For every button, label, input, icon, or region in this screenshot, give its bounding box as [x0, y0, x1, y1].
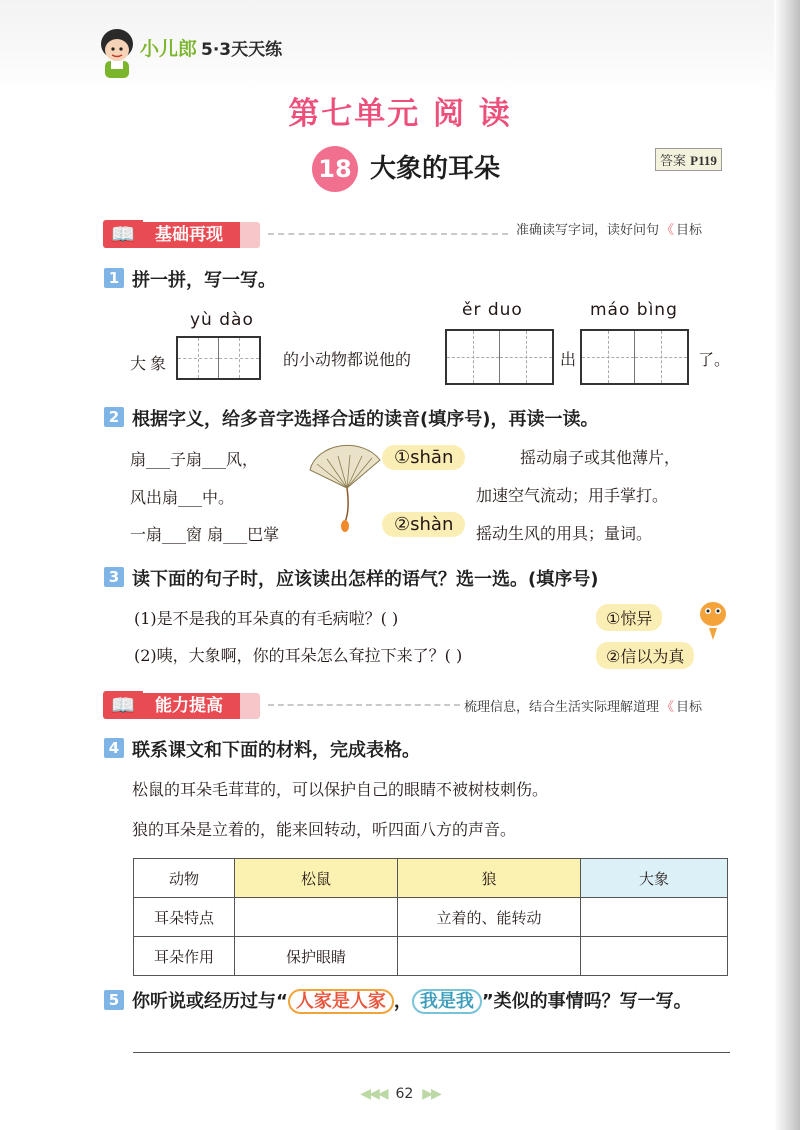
- writing-grid-1[interactable]: [176, 336, 261, 380]
- q5-comma: ，: [393, 991, 412, 1012]
- answer-line[interactable]: [133, 1052, 730, 1053]
- table-header-cell: 松鼠: [235, 859, 398, 898]
- table-cell[interactable]: [398, 937, 581, 976]
- table-cell[interactable]: [581, 937, 728, 976]
- question-1-text: 拼一拼，写一写。: [132, 270, 276, 291]
- tone-choice-2: ②信以为真: [596, 642, 694, 669]
- material-paragraph-1: 松鼠的耳朵毛茸茸的，可以保护自己的眼睛不被树枝刺伤。: [132, 780, 549, 799]
- left-arrows-icon: ◀◀◀: [360, 1086, 387, 1102]
- section-basic-tag: [103, 222, 260, 248]
- book-icon: 📖: [103, 220, 143, 248]
- divider: [268, 704, 460, 706]
- question-3-text: 读下面的句子时，应该读出怎样的语气？选一选。(填序号): [132, 569, 599, 590]
- question-2-text: 根据字义，给多音字选择合适的读音(填序号)，再读一读。: [132, 409, 599, 430]
- goal-tag: 目标: [676, 223, 703, 238]
- tone-item-1: (1)是不是我的耳朵真的有毛病啦？( ): [134, 609, 399, 628]
- q5-pre: 你听说或经历过与“: [132, 991, 288, 1012]
- table-header-cell: 狼: [398, 859, 581, 898]
- question-5-text: [132, 987, 692, 1013]
- meaning-3: 摇动生风的用具；量词。: [476, 524, 653, 543]
- writing-grid-2[interactable]: [445, 329, 554, 385]
- quote-bubble-2: 我是我: [412, 989, 482, 1014]
- answer-reference: [655, 148, 722, 171]
- question-number-2: 2: [104, 407, 124, 427]
- table-header-cell: 大象: [581, 859, 728, 898]
- pinyin-2: ěr duo: [462, 300, 523, 320]
- section-advanced-title: 能力提高: [155, 696, 223, 716]
- polyphone-line-2: 风出扇___中。: [130, 488, 235, 507]
- section-advanced-tag: [103, 693, 260, 719]
- question-number-3: 3: [104, 567, 124, 587]
- table-cell: 耳朵特点: [134, 898, 235, 937]
- question-number-4: 4: [104, 738, 124, 758]
- meaning-1: 摇动扇子或其他薄片，: [520, 448, 681, 467]
- page-number-value: 62: [395, 1086, 414, 1102]
- material-paragraph-2: 狼的耳朵是立着的，能来回转动，听四面八方的声音。: [132, 820, 517, 839]
- polyphone-line-1: 扇___子扇___风，: [130, 450, 259, 469]
- tone-item-2: (2)咦，大象啊，你的耳朵怎么耷拉下来了？( ): [134, 646, 463, 665]
- goal-arrow-icon: 《: [661, 700, 675, 715]
- goal-text: 梳理信息，结合生活实际理解道理: [464, 700, 660, 715]
- brand-xiaoerlang: 小儿郎: [140, 38, 198, 60]
- table-header-cell: 动物: [134, 859, 235, 898]
- table-row: [134, 937, 728, 976]
- boy-mascot-icon: [96, 26, 138, 80]
- brand-logo: [140, 34, 282, 61]
- table-cell: 保护眼睛: [235, 937, 398, 976]
- pinyin-1: yù dào: [190, 310, 254, 330]
- divider: [268, 233, 508, 235]
- table-header-row: [134, 859, 728, 898]
- table-cell[interactable]: [235, 898, 398, 937]
- polyphone-line-3: 一扇___窗 扇___巴掌: [130, 525, 280, 544]
- meaning-2: 加速空气流动；用手掌打。: [476, 486, 669, 505]
- pinyin-3: máo bìng: [590, 300, 678, 320]
- unit-title: 第七单元 阅 读: [288, 96, 512, 132]
- reading-option-2: ②shàn: [382, 512, 465, 537]
- question-number-5: 5: [104, 990, 124, 1010]
- section-basic-title: 基础再现: [155, 225, 223, 245]
- right-arrows-icon: ▶▶: [422, 1086, 440, 1102]
- quote-bubble-1: 人家是人家: [288, 989, 394, 1014]
- section-advanced-goal: [464, 696, 702, 715]
- surprised-face-icon: [696, 598, 730, 642]
- goal-arrow-icon: 《: [661, 223, 675, 238]
- answer-label: 答案: [660, 154, 687, 169]
- tone-choice-1: ①惊异: [596, 604, 662, 631]
- ear-comparison-table: [133, 858, 728, 976]
- table-row: [134, 898, 728, 937]
- book-icon: 📖: [103, 691, 143, 719]
- goal-tag: 目标: [676, 700, 703, 715]
- sentence-part-2: 的小动物都说他的: [283, 350, 412, 369]
- folding-fan-icon: [305, 440, 385, 535]
- sentence-part-3: 出: [560, 350, 577, 369]
- writing-grid-3[interactable]: [580, 329, 689, 385]
- lesson-title: 大象的耳朵: [370, 154, 501, 184]
- question-number-1: 1: [104, 268, 124, 288]
- goal-text: 准确读写字词，读好问句: [516, 223, 660, 238]
- answer-page: P119: [690, 153, 717, 168]
- brand-series: 5·3天天练: [201, 40, 283, 60]
- page-edge-shadow: [774, 0, 800, 1130]
- sentence-part-1: 大象: [130, 354, 171, 373]
- section-basic-goal: [516, 219, 702, 238]
- question-4-text: 联系课文和下面的材料，完成表格。: [132, 740, 420, 761]
- table-cell[interactable]: [581, 898, 728, 937]
- page-number: [0, 1086, 800, 1102]
- q5-post: ”类似的事情吗？写一写。: [481, 991, 692, 1012]
- lesson-number-badge: 18: [312, 146, 358, 192]
- reading-option-1: ①shān: [382, 445, 465, 470]
- table-cell: 耳朵作用: [134, 937, 235, 976]
- sentence-part-4: 了。: [698, 350, 731, 369]
- table-cell: 立着的、能转动: [398, 898, 581, 937]
